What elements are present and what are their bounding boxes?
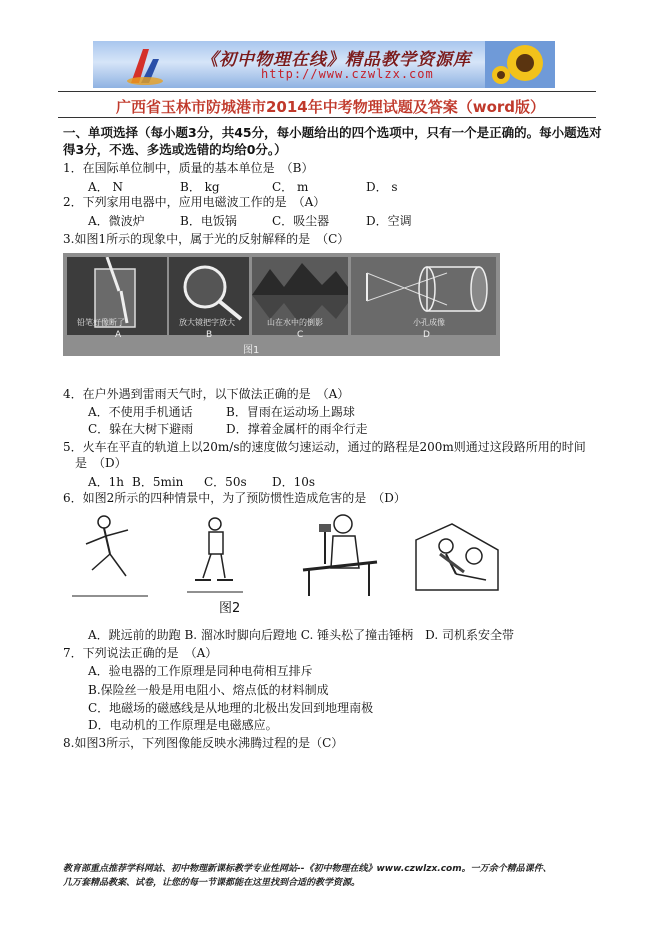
q5-stem: 5．火车在平直的轨道上以20m/s的速度做匀速运动，通过的路程是200m则通过这段路所用的时间 xyxy=(63,440,586,454)
footer-line1: 教育部重点推荐学科网站、初中物理新课标教学专业性网站--《初中物理在线》www.czwlzx.com。一万余个精品课件、 xyxy=(63,864,552,874)
figure-1 xyxy=(63,253,500,356)
q8-stem: 8.如图3所示，下列图像能反映水沸腾过程的是（C） xyxy=(63,736,344,750)
banner-title: 《初中物理在线》精品教学资源库 xyxy=(201,50,471,70)
long-jump-icon xyxy=(70,510,150,610)
fig1-caption-a: 铅笔好像断了 xyxy=(77,318,125,327)
q4-option-d: D．撑着金属杆的雨伞行走 xyxy=(226,422,368,436)
ice-skater-icon xyxy=(185,510,245,610)
q5-stem-cont: 是 （D） xyxy=(75,456,127,470)
sunflower-icon xyxy=(485,41,555,88)
q6-options: A．跳远前的助跑 B. 溜冰时脚向后蹬地 C. 锤头松了撞击锤柄 D. 司机系安全带 xyxy=(88,628,514,642)
fig1-label-c: C xyxy=(297,330,304,340)
q5-option-b: B．5min xyxy=(132,475,184,489)
hammer-bench-icon xyxy=(295,510,385,610)
section-heading-line1: 一、单项选择（每小题3分，共45分，每小题给出的四个选项中，只有一个是正确的。每小题选对 xyxy=(63,125,602,140)
q5-option-c: C．50s xyxy=(204,475,247,489)
header-rule-top xyxy=(58,91,596,92)
q1-option-d: D． s xyxy=(366,180,398,194)
fig1-caption-b: 放大镜把字放大 xyxy=(179,318,235,327)
q5-option-d: D．10s xyxy=(272,475,316,489)
q7-option-d: D．电动机的工作原理是电磁感应。 xyxy=(88,718,278,732)
q2-stem: 2．下列家用电器中，应用电磁波工作的是 （A） xyxy=(63,195,326,209)
q7-option-b: B.保险丝一般是用电阻小、熔点低的材料制成 xyxy=(88,683,329,697)
fig1-title: 图1 xyxy=(243,345,260,356)
q2-option-c: C．吸尘器 xyxy=(272,214,330,228)
q1-option-c: C． m xyxy=(272,180,309,194)
site-logo-icon xyxy=(123,43,167,87)
q4-stem: 4．在户外遇到雷雨天气时，以下做法正确的是 （A） xyxy=(63,387,350,401)
header-banner xyxy=(93,41,555,88)
q3-stem: 3.如图1所示的现象中，属于光的反射解释的是 （C） xyxy=(63,232,350,246)
q7-option-a: A．验电器的工作原理是同种电荷相互排斥 xyxy=(88,664,313,678)
q6-stem: 6．如图2所示的四种情景中，为了预防惯性造成危害的是 （D） xyxy=(63,491,406,505)
section-heading-line2: 得3分，不选、多选或选错的均给0分。） xyxy=(63,142,287,157)
q5-option-a: A．1h xyxy=(88,475,125,489)
q1-option-a: A． N xyxy=(88,180,123,194)
q1-stem: 1．在国际单位制中，质量的基本单位是 （B） xyxy=(63,161,314,175)
fig2-title: 图2 xyxy=(219,601,241,616)
q4-option-b: B．冒雨在运动场上踢球 xyxy=(226,405,355,419)
q7-stem: 7．下列说法正确的是 （A） xyxy=(63,646,218,660)
header-rule-bottom xyxy=(58,117,596,118)
page-footer xyxy=(63,862,623,890)
driver-seatbelt-icon xyxy=(412,510,502,610)
q2-option-b: B．电饭锅 xyxy=(180,214,237,228)
fig1-caption-c: 山在水中的倒影 xyxy=(267,318,323,327)
fig1-label-a: A xyxy=(115,330,122,340)
q7-option-c: C．地磁场的磁感线是从地理的北极出发回到地理南极 xyxy=(88,701,374,715)
q1-option-b: B． kg xyxy=(180,180,220,194)
q2-option-d: D．空调 xyxy=(366,214,412,228)
fig1-label-b: B xyxy=(206,330,213,340)
fig1-label-d: D xyxy=(423,330,430,340)
fig1-caption-d: 小孔成像 xyxy=(413,318,445,327)
page-title: 广西省玉林市防城港市2014年中考物理试题及答案（word版） xyxy=(115,98,546,116)
q4-option-a: A．不使用手机通话 xyxy=(88,405,193,419)
q2-option-a: A．微波炉 xyxy=(88,214,145,228)
footer-line2: 几万套精品教案、试卷，让您的每一节课都能在这里找到合适的教学资源。 xyxy=(63,878,361,888)
q4-option-c: C．躲在大树下避雨 xyxy=(88,422,194,436)
banner-url[interactable]: http://www.czwlzx.com xyxy=(261,67,434,81)
